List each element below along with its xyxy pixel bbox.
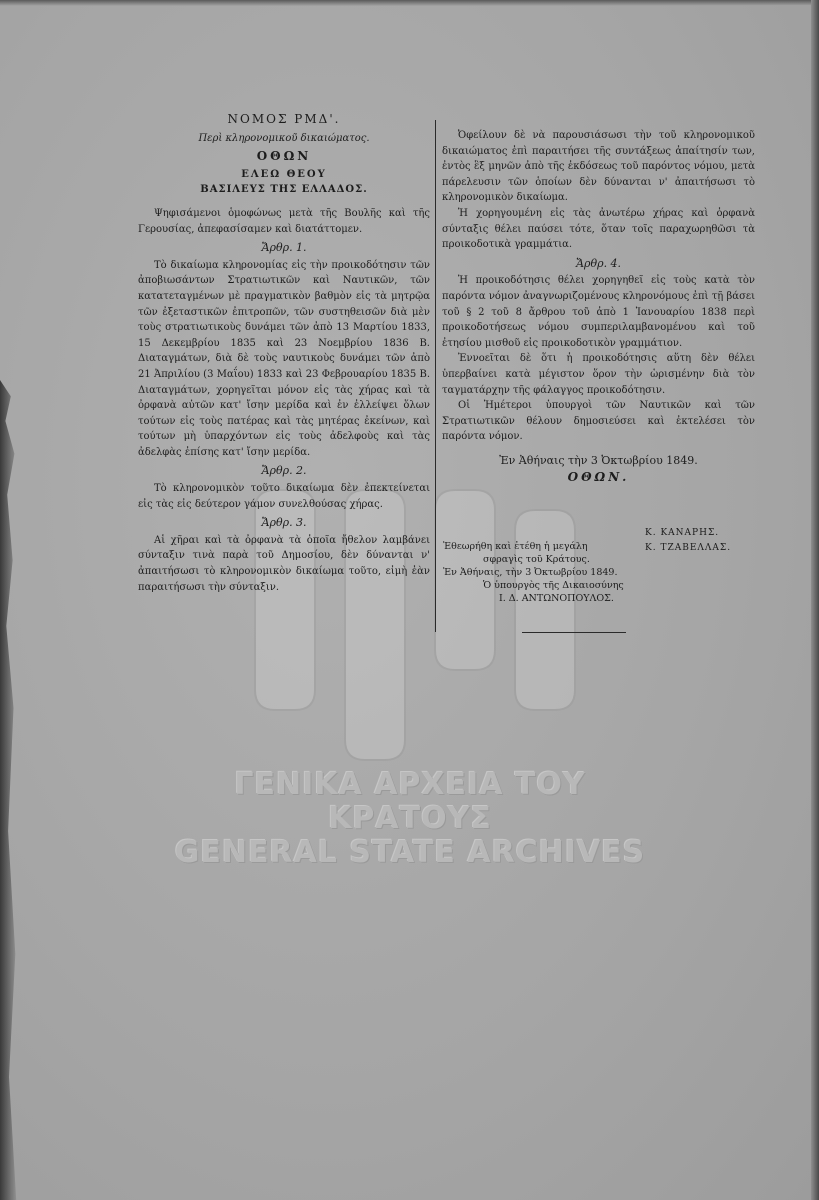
article-2-text: Τὸ κληρονομικὸν τοῦτο δικαίωμα δὲν ἐπεκτείνεται εἰς τὰς εἰς δεύτερον γάμον συνελθούσας χήρας.	[138, 483, 430, 510]
left-column	[138, 112, 430, 595]
minister-1: Κ. ΚΑΝΑΡΗΣ.	[645, 528, 720, 538]
king-signature: ΟΘΩΝ.	[567, 470, 630, 485]
watermark-greek: ΓΕΝΙΚΑ ΑΡΧΕΙΑ ΤΟΥ ΚΡΑΤΟΥΣ	[234, 767, 586, 836]
article-4-text-2: Ἐννοεῖται δὲ ὅτι ἡ προικοδότησις αὕτη δὲν θέλει ὑπερβαίνει κατὰ μέγιστον ὅρον τὴν ὡρισμένην διὰ τὸν ταγματάρχην τῆς φάλαγγος προικοδότησιν.	[442, 353, 755, 396]
seal-line-1: Ἐθεωρήθη καὶ ἐτέθη ἡ μεγάλη	[443, 541, 588, 552]
page-edge-right	[811, 0, 819, 1200]
minister-signatures	[645, 526, 731, 556]
minister-2: Κ. ΤΖΑΒΕΛΛΑΣ.	[645, 543, 732, 553]
page-edge-top	[0, 0, 819, 6]
by-grace-of-god: ΕΛΕΩ ΘΕΟΥ	[241, 168, 327, 180]
seal-line-5: Ι. Δ. ΑΝΤΩΝΟΠΟΥΛΟΣ.	[499, 593, 614, 604]
article-3-heading: Ἄρθρ. 3.	[261, 516, 307, 530]
closing-rule	[522, 632, 626, 633]
date-line: Ἐν Ἀθήναις τὴν 3 Ὀκτωβρίου 1849.	[499, 453, 698, 467]
article-1-heading: Ἄρθρ. 1.	[261, 241, 307, 255]
law-subject: Περὶ κληρονομικοῦ δικαιώματος.	[198, 132, 370, 144]
king-name: ΟΘΩΝ	[256, 149, 312, 164]
article-3-continued-1: Ὀφείλουν δὲ νὰ παρουσιάσωσι τὴν τοῦ κληρονομικοῦ δικαιώματος ἐπὶ παραιτήσει τῆς συντάξεως ἀπαίτησίν των, ἐντὸς ἓξ μηνῶν ἀπὸ τῆς ἐκδόσεως τοῦ παρόντος νόμου, μετὰ πάρελευσιν τῶν ὁποίων δὲν δύνανται ν' ἀπαιτήσωσι τὸ κληρονομικὸν δικαίωμα.	[442, 130, 755, 204]
law-title: ΝΟΜΟΣ ΡΜΔ'.	[227, 112, 341, 126]
article-4-text-1: Ἡ προικοδότησις θέλει χορηγηθεῖ εἰς τοὺς κατὰ τὸν παρόντα νόμον ἀναγνωριζομένους κληρονόμους ἐπὶ τῇ βάσει τοῦ § 2 τοῦ 8 ἄρθρου τοῦ ἀπὸ 1 Ἰανουαρίου 1838 περὶ προικοδοτήσεως νόμου συμπεριλαμβανομένου καὶ τοῦ ἐτησίου μισθοῦ εἰς προικοδοτικὸν γραμμάτιον.	[442, 275, 755, 349]
watermark-english: GENERAL STATE ARCHIVES	[174, 835, 646, 870]
seal-attestation	[443, 540, 643, 605]
seal-line-3: Ἐν Ἀθήναις, τὴν 3 Ὀκτωβρίου 1849.	[443, 567, 618, 578]
right-column	[442, 128, 755, 492]
article-2-heading: Ἄρθρ. 2.	[261, 464, 307, 478]
article-3-continued-2: Ἡ χορηγουμένη εἰς τὰς ἀνωτέρω χήρας καὶ ὀρφανὰ σύνταξις θέλει παύσει τότε, ὅταν τοῖς παραχωρηθῶσι τὰ προικοδοτικὰ γραμμάτια.	[442, 207, 755, 251]
article-3-text: Αἱ χῆραι καὶ τὰ ὀρφανὰ τὰ ὁποῖα ἤθελον λαμβάνει σύνταξιν τινὰ παρὰ τοῦ Δημοσίου, δὲν δύνανται ν' ἀπαιτήσωσι τὸ κληρονομικὸν δικαίωμα τοῦτο, εἰμὴ ἐὰν παραιτήσωσι τὴν σύνταξιν.	[138, 534, 430, 593]
article-4-heading: Ἄρθρ. 4.	[575, 256, 622, 270]
article-4-text-3: Οἱ Ἡμέτεροι ὑπουργοὶ τῶν Ναυτικῶν καὶ τῶν Στρατιωτικῶν θέλουν δημοσιεύσει καὶ ἐκτελέσει τὸν παρόντα νόμον.	[442, 400, 755, 443]
king-title: ΒΑΣΙΛΕΥΣ ΤΗΣ ΕΛΛΑΔΟΣ.	[200, 184, 368, 196]
seal-line-4: Ὁ ὑπουργὸς τῆς Δικαιοσύνης	[483, 580, 624, 591]
archive-watermark	[150, 768, 670, 870]
seal-line-2: σφραγὶς τοῦ Κράτους.	[483, 554, 590, 565]
torn-left-edge	[0, 380, 18, 1200]
column-divider	[435, 120, 436, 632]
article-1-text: Τὸ δικαίωμα κληρονομίας εἰς τὴν προικοδότησιν τῶν ἀποβιωσάντων Στρατιωτικῶν καὶ Ναυτικῶν, τῶν κατατεταγμένων μὲ πραγματικὸν βαθμὸν εἰς τὰ μητρῷα τῶν ἐξεταστικῶν ἐπιτροπῶν, τῶν συστηθεισῶν διὰ μὲν τοὺς στρατιωτικοὺς δυνάμει τῶν ἀπὸ 13 Μαρτίου 1833, 15 Δεκεμβρίου 1835 καὶ 23 Νοεμβρίου 1836 Β. Διαταγμάτων, διὰ δὲ τοὺς ναυτικοὺς δυνάμει τῶν ἀπὸ 21 Ἀπριλίου (3 Μαΐου) 1833 καὶ 23 Φεβρουαρίου 1835 Β. Διαταγμάτων, χορηγεῖται μόνον εἰς τὰς χήρας καὶ τὰ ὀρφανὰ αὐτῶν κατ' ἴσην μερίδα καὶ ἐν ἐλλείψει ὅλων τούτων εἰς τοὺς πατέρας καὶ τὰς μητέρας ἐκείνων, καὶ τούτων μὴ ὑπαρχόντων εἰς τοὺς ἀδελφοὺς καὶ τὰς ἀδελφὰς ἐπίσης κατ' ἴσην μερίδα.	[138, 259, 430, 458]
preamble: Ψηφισάμενοι ὁμοφώνως μετὰ τῆς Βουλῆς καὶ τῆς Γερουσίας, ἀπεφασίσαμεν καὶ διατάττομεν.	[138, 207, 430, 235]
